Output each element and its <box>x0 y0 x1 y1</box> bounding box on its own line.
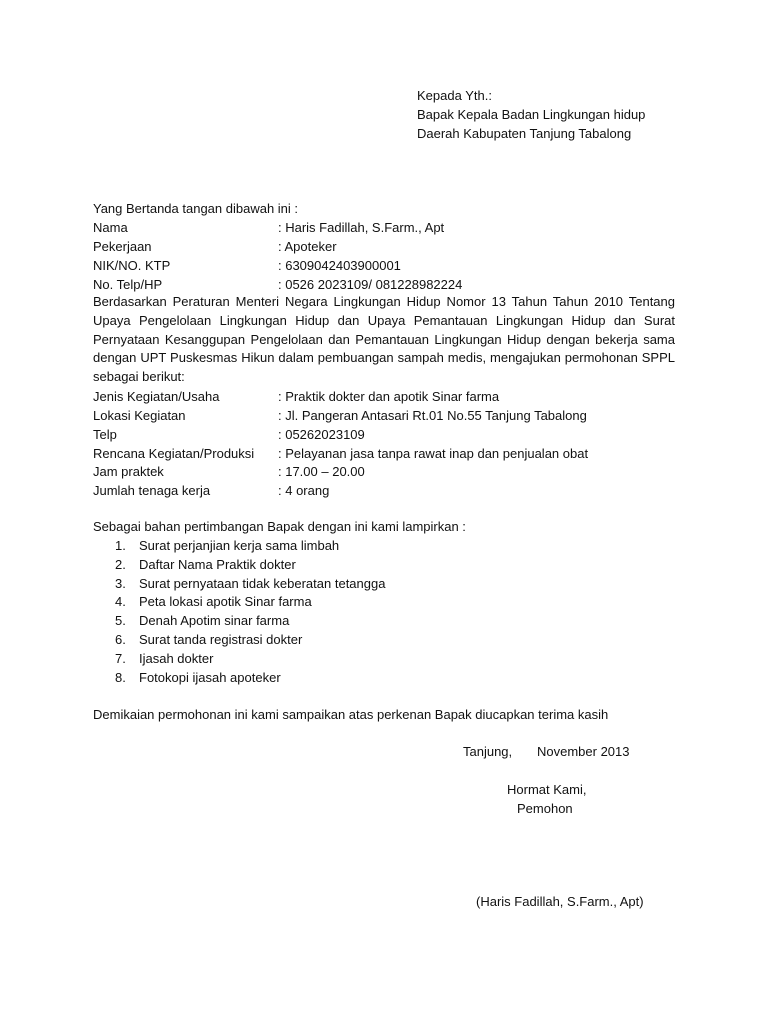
activity-label: Lokasi Kegiatan <box>93 408 186 423</box>
list-number: 5. <box>115 613 126 629</box>
activity-label: Jenis Kegiatan/Usaha <box>93 389 220 404</box>
attachments-intro: Sebagai bahan pertimbangan Bapak dengan ini kami lampirkan : <box>93 519 466 534</box>
activity-row-plan <box>93 444 675 463</box>
identity-row-occupation <box>93 237 675 256</box>
list-number: 6. <box>115 631 126 647</box>
list-number: 2. <box>115 556 126 572</box>
activity-value: : 17.00 – 20.00 <box>278 464 365 479</box>
activity-row-type <box>93 387 675 406</box>
identity-value: : 0526 2023109/ 081228982224 <box>278 277 463 292</box>
list-text: Surat perjanjian kerja sama limbah <box>139 538 340 553</box>
activity-value: : Praktik dokter dan apotik Sinar farma <box>278 389 500 404</box>
activity-row-hours <box>93 462 675 481</box>
activity-label: Jumlah tenaga kerja <box>93 483 211 498</box>
activity-value: : Pelayanan jasa tanpa rawat inap dan penjualan obat <box>278 446 589 461</box>
identity-value: : 6309042403900001 <box>278 258 401 273</box>
activity-row-workers <box>93 481 675 500</box>
signature-role: Pemohon <box>517 801 573 816</box>
addressee-line-2: Bapak Kepala Badan Lingkungan hidup <box>417 107 646 122</box>
list-text: Surat pernyataan tidak keberatan tetangga <box>139 575 386 591</box>
signature-place: Tanjung, <box>463 744 513 759</box>
activity-value: : 05262023109 <box>278 427 365 442</box>
signature-date: November 2013 <box>537 744 630 759</box>
addressee-line-1: Kepada Yth.: <box>417 88 492 103</box>
addressee-line-3: Daerah Kabupaten Tanjung Tabalong <box>417 126 632 141</box>
identity-row-name <box>93 218 675 237</box>
list-text: Fotokopi ijasah apoteker <box>139 669 281 685</box>
activity-value: : 4 orang <box>278 483 330 498</box>
activity-row-phone <box>93 425 675 444</box>
list-text: Ijasah dokter <box>139 650 214 666</box>
list-text: Daftar Nama Praktik dokter <box>139 556 296 572</box>
intro-text: Yang Bertanda tangan dibawah ini : <box>93 201 299 216</box>
body-paragraph: Berdasarkan Peraturan Menteri Negara Lingkungan Hidup Nomor 13 Tahun Tahun 2010 Tentang Upaya Pengelolaan Lingkungan Hidup dan Upaya Pemantauan Lingkungan Hidup dan Surat Pernyataan Kesanggupan Pengelolaan dan Pemantauan Lingkungan Hidup dengan bekerja sama dengan UPT Puskesmas Hikun dalam pembuangan sampah medis, mengajukan permohonan SPPL sebagai berikut: <box>93 294 675 385</box>
list-number: 7. <box>115 650 126 666</box>
identity-label: NIK/NO. KTP <box>93 258 171 273</box>
activity-value: : Jl. Pangeran Antasari Rt.01 No.55 Tanjung Tabalong <box>278 408 587 423</box>
identity-value: : Apoteker <box>278 239 337 254</box>
list-number: 3. <box>115 575 126 591</box>
activity-label: Jam praktek <box>93 464 164 479</box>
list-text: Peta lokasi apotik Sinar farma <box>139 594 312 610</box>
identity-row-phone <box>93 275 675 294</box>
list-number: 4. <box>115 594 126 610</box>
list-text: Denah Apotim sinar farma <box>139 613 290 629</box>
identity-row-nik <box>93 256 675 275</box>
identity-label: Nama <box>93 220 128 235</box>
list-number: 1. <box>115 538 126 553</box>
activity-label: Telp <box>93 427 117 442</box>
identity-label: No. Telp/HP <box>93 277 163 292</box>
activity-label: Rencana Kegiatan/Produksi <box>93 446 255 461</box>
signature-name: (Haris Fadillah, S.Farm., Apt) <box>476 894 644 909</box>
list-number: 8. <box>115 669 126 685</box>
activity-row-location <box>93 406 675 425</box>
identity-label: Pekerjaan <box>93 239 152 254</box>
identity-value: : Haris Fadillah, S.Farm., Apt <box>278 220 445 235</box>
closing-text: Demikaian permohonan ini kami sampaikan atas perkenan Bapak diucapkan terima kasih <box>93 707 609 722</box>
list-text: Surat tanda registrasi dokter <box>139 631 303 647</box>
signature-regards: Hormat Kami, <box>507 782 587 797</box>
